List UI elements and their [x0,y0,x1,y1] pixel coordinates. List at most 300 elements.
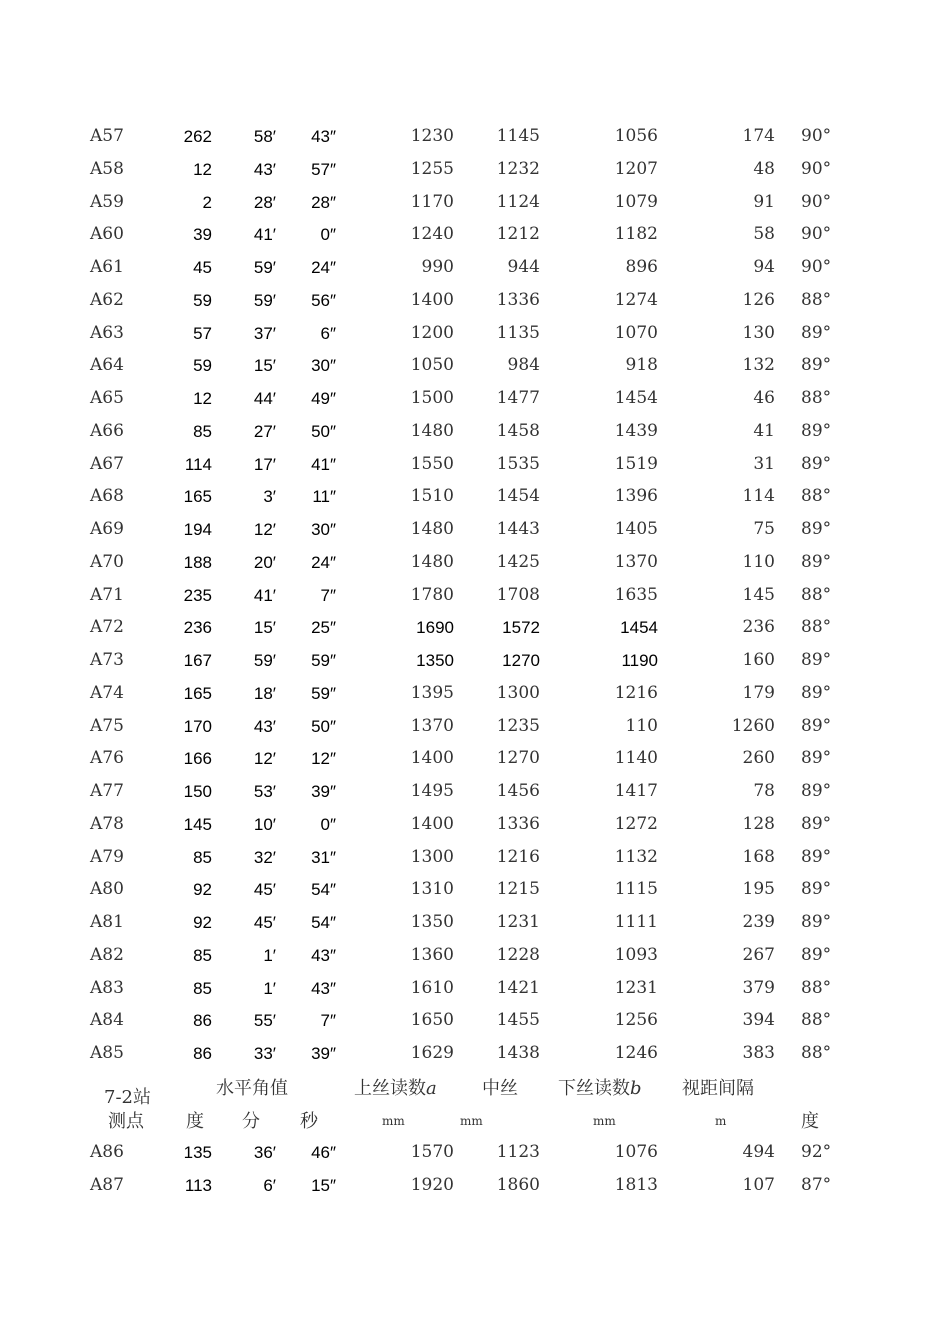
minute-cell: 59′ [253,258,276,277]
point-cell: A63 [90,322,124,343]
vertical-angle-cell: 89° [801,781,832,801]
vertical-angle-cell: 89° [801,846,832,867]
lower-reading-cell: 1454 [620,618,658,638]
vertical-angle-cell: 88° [801,977,832,998]
sight-distance-cell: 126 [742,289,775,310]
sight-distance-cell: 132 [742,355,775,376]
upper-reading-cell: 1255 [410,158,454,179]
point-cell: A83 [90,977,124,998]
lower-reading-cell: 1813 [614,1174,658,1195]
upper-reading-cell: 1370 [410,715,454,736]
middle-reading-cell: 1455 [496,1010,540,1031]
lower-reading-cell: 1093 [614,944,658,965]
point-header: 测点 [108,1111,144,1132]
point-cell: A78 [90,813,124,834]
point-cell: A84 [90,1010,124,1031]
lower-reading-cell: 1079 [614,191,658,212]
vertical-angle-cell: 88° [801,617,832,638]
point-cell: A81 [90,912,124,932]
upper-reading-cell: 1690 [416,618,454,638]
point-cell: A74 [90,682,124,703]
sight-distance-cell: 78 [753,781,775,801]
table-row [0,1136,950,1169]
table-row [0,808,950,841]
middle-reading-cell: 1135 [496,322,540,343]
point-cell: A85 [90,1043,124,1063]
lower-reading-cell: 1111 [614,912,658,932]
vertical-angle-cell: 90° [801,257,832,277]
sight-distance-cell: 75 [753,519,775,539]
upper-reading-cell: 1550 [410,453,454,474]
minute-cell: 55′ [253,1011,276,1031]
degree-cell: 12 [193,389,212,408]
point-cell: A79 [90,846,124,867]
upper-reading-cell: 1170 [410,191,454,212]
degree-cell: 86 [193,1011,212,1031]
lower-reading-cell: 1056 [614,126,658,146]
second-cell: 0″ [320,814,336,834]
upper-reading-cell: 1400 [410,813,454,834]
table-row [0,1169,950,1202]
sight-distance-cell: 91 [753,191,775,212]
lower-reading-cell: 1405 [614,519,658,539]
vertical-angle-cell: 89° [801,650,832,670]
degree-cell: 135 [183,1143,212,1162]
minute-cell: 1′ [263,945,276,965]
point-cell: A62 [90,289,124,310]
second-cell: 49″ [311,389,336,408]
upper-reading-cell: 1480 [410,420,454,441]
second-cell: 30″ [311,356,336,376]
upper-reading-cell: 990 [421,257,454,277]
minute-cell: 3′ [263,487,276,507]
degree-cell: 150 [183,782,212,801]
minute-cell: 20′ [253,552,276,572]
table-row [0,284,950,317]
upper-reading-header: 上丝读数a [354,1078,437,1099]
degree-cell: 85 [193,945,212,965]
point-cell: A80 [90,879,124,900]
minute-cell: 17′ [253,454,276,474]
vertical-angle-cell: 89° [801,322,832,343]
second-cell: 15″ [311,1175,336,1195]
second-cell: 46″ [311,1143,336,1162]
degree-cell: 85 [193,847,212,867]
degree-cell: 170 [183,716,212,736]
lower-reading-cell: 1140 [614,748,658,769]
upper-reading-cell: 1200 [410,322,454,343]
point-cell: A77 [90,781,124,801]
table-row [0,841,950,874]
table-row [0,611,950,644]
minute-cell: 33′ [253,1044,276,1063]
minute-cell: 43′ [253,716,276,736]
degree-cell: 92 [193,880,212,900]
second-cell: 54″ [311,913,336,932]
lower-reading-cell: 110 [625,715,658,736]
table-row [0,1037,950,1070]
middle-reading-cell: 984 [507,355,540,376]
table-row [0,742,950,775]
lower-reading-cell: 1370 [614,551,658,572]
second-cell: 7″ [320,585,336,605]
upper-reading-cell: 1350 [410,912,454,932]
table-row [0,546,950,579]
second-cell: 41″ [311,454,336,474]
degree-cell: 92 [193,913,212,932]
second-cell: 50″ [311,421,336,441]
upper-reading-cell: 1610 [410,977,454,998]
sight-distance-cell: 41 [753,420,775,441]
vertical-angle-cell: 89° [801,682,832,703]
sight-distance-cell: 179 [742,682,775,703]
upper-unit: mm [382,1114,405,1128]
minute-cell: 59′ [253,651,276,670]
sight-distance-cell: 110 [742,551,775,572]
table-row [0,480,950,513]
second-cell: 31″ [311,847,336,867]
second-cell: 11″ [312,487,336,507]
middle-reading-cell: 1421 [496,977,540,998]
table-row [0,448,950,481]
vertical-angle-cell: 89° [801,519,832,539]
second-cell: 57″ [311,159,336,179]
middle-reading-cell: 1124 [496,191,540,212]
upper-reading-variable: a [426,1078,437,1099]
upper-reading-cell: 1050 [410,355,454,376]
middle-reading-cell: 1232 [496,158,540,179]
vertical-angle-cell: 89° [801,551,832,572]
sight-distance-cell: 114 [742,486,775,507]
vertical-angle-cell: 90° [801,191,832,212]
table-row [0,153,950,186]
sight-distance-cell: 128 [742,813,775,834]
degree-cell: 59 [193,290,212,310]
second-cell: 50″ [311,716,336,736]
sight-distance-cell: 1260 [731,715,775,736]
lower-reading-cell: 1454 [614,388,658,408]
lower-reading-cell: 1216 [614,682,658,703]
lower-reading-header: 下丝读数b [558,1078,642,1099]
lower-reading-cell: 1231 [614,977,658,998]
upper-reading-cell: 1480 [410,551,454,572]
minute-cell: 1′ [263,978,276,998]
degree-cell: 2 [202,192,212,212]
second-cell: 7″ [320,1011,336,1031]
degree-cell: 113 [184,1175,212,1195]
degree-cell: 188 [183,552,212,572]
second-cell: 43″ [311,127,336,146]
middle-reading-cell: 1300 [496,682,540,703]
degree-cell: 85 [193,421,212,441]
vertical-angle-cell: 88° [801,289,832,310]
point-cell: A86 [90,1142,124,1162]
upper-reading-cell: 1480 [410,519,454,539]
table-row [0,677,950,710]
degree-cell: 59 [193,356,212,376]
table-row [0,317,950,350]
second-cell: 0″ [320,225,336,245]
middle-reading-cell: 1123 [496,1142,540,1162]
second-cell: 24″ [311,258,336,277]
vertical-angle-cell: 88° [801,486,832,507]
minute-cell: 45′ [253,913,276,932]
upper-reading-cell: 1360 [410,944,454,965]
table-row [0,939,950,972]
vertical-angle-cell: 89° [801,355,832,376]
sight-distance-cell: 168 [742,846,775,867]
middle-reading-cell: 1572 [502,618,540,638]
vertical-angle-cell: 89° [801,879,832,900]
table-row [0,349,950,382]
upper-reading-cell: 1495 [410,781,454,801]
upper-reading-cell: 1570 [410,1142,454,1162]
lower-reading-cell: 1417 [614,781,658,801]
lower-reading-cell: 1207 [614,158,658,179]
table-row [0,251,950,284]
lower-reading-cell: 1246 [614,1043,658,1063]
table-row [0,186,950,219]
point-cell: A57 [90,126,124,146]
table-row [0,415,950,448]
minute-cell: 58′ [253,127,276,146]
minute-cell: 45′ [253,880,276,900]
upper-reading-cell: 1400 [410,748,454,769]
middle-reading-cell: 1438 [496,1043,540,1063]
table-row [0,906,950,939]
lower-reading-cell: 1132 [614,846,658,867]
sight-distance-cell: 236 [742,617,775,638]
point-cell: A60 [90,224,124,245]
point-cell: A69 [90,519,124,539]
sight-distance-cell: 160 [742,650,775,670]
sight-distance-cell: 195 [742,879,775,900]
degree-cell: 235 [183,585,212,605]
second-cell: 39″ [311,782,336,801]
degree-cell: 165 [183,487,212,507]
sight-distance-cell: 174 [742,126,775,146]
point-cell: A67 [90,453,124,474]
table-row [0,218,950,251]
minute-cell: 27′ [253,421,276,441]
middle-reading-cell: 1215 [496,879,540,900]
lower-reading-cell: 918 [625,355,658,376]
point-cell: A68 [90,486,124,507]
second-cell: 59″ [311,683,336,703]
minute-cell: 37′ [253,323,276,343]
vertical-angle-cell: 88° [801,388,832,408]
table-row [0,513,950,546]
middle-reading-cell: 1145 [496,126,540,146]
lower-reading-cell: 1396 [614,486,658,507]
point-cell: A66 [90,420,124,441]
vertical-angle-cell: 90° [801,224,832,245]
point-cell: A64 [90,355,124,376]
degree-cell: 262 [183,127,212,146]
middle-reading-header: 中丝 [482,1078,518,1099]
middle-reading-cell: 1336 [496,289,540,310]
vertical-angle-cell: 89° [801,453,832,474]
lower-unit: mm [593,1114,616,1128]
degree-cell: 165 [183,683,212,703]
second-cell: 59″ [311,651,336,670]
second-cell: 30″ [311,520,336,539]
point-cell: A73 [90,650,124,670]
lower-reading-cell: 1519 [614,453,658,474]
degree-cell: 167 [183,651,212,670]
minute-cell: 12′ [253,749,276,769]
table-row [0,710,950,743]
second-cell: 56″ [311,290,336,310]
minute-cell: 59′ [253,290,276,310]
lower-reading-cell: 1070 [614,322,658,343]
sight-distance-cell: 394 [742,1010,775,1031]
minute-cell: 15′ [253,356,276,376]
sight-distance-cell: 379 [742,977,775,998]
vertical-angle-cell: 88° [801,1010,832,1031]
upper-reading-cell: 1500 [410,388,454,408]
point-cell: A58 [90,158,124,179]
vertical-angle-cell: 90° [801,158,832,179]
table-row [0,644,950,677]
table-row [0,1004,950,1037]
second-cell: 43″ [311,978,336,998]
degree-cell: 194 [183,520,212,539]
lower-reading-cell: 1115 [614,879,658,900]
lower-reading-cell: 1256 [614,1010,658,1031]
middle-reading-cell: 1216 [496,846,540,867]
lower-reading-cell: 1439 [614,420,658,441]
lower-reading-cell: 1076 [614,1142,658,1162]
station-label: 7-2站 [104,1087,151,1108]
upper-reading-cell: 1300 [410,846,454,867]
sight-distance-cell: 31 [753,453,775,474]
middle-reading-cell: 1458 [496,420,540,441]
second-cell: 25″ [311,618,336,638]
lower-reading-cell: 1635 [614,584,658,605]
middle-reading-cell: 1860 [496,1174,540,1195]
vertical-angle-cell: 89° [801,912,832,932]
point-cell: A76 [90,748,124,769]
point-cell: A71 [90,584,124,605]
upper-reading-cell: 1310 [410,879,454,900]
minute-cell: 36′ [253,1143,276,1162]
minute-cell: 41′ [253,225,276,245]
minute-cell: 53′ [253,782,276,801]
degree-cell: 39 [193,225,212,245]
middle-reading-cell: 1477 [496,388,540,408]
upper-reading-cell: 1920 [410,1174,454,1195]
middle-reading-cell: 1270 [502,651,540,670]
second-cell: 24″ [311,552,336,572]
vertical-angle-cell: 88° [801,584,832,605]
sight-distance-cell: 260 [742,748,775,769]
degree-cell: 57 [193,323,212,343]
middle-unit: mm [460,1114,483,1128]
degree-cell: 145 [183,814,212,834]
vertical-angle-cell: 89° [801,944,832,965]
upper-reading-cell: 1240 [410,224,454,245]
upper-reading-cell: 1230 [410,126,454,146]
second-cell: 6″ [320,323,336,343]
upper-reading-cell: 1780 [410,584,454,605]
second-cell: 43″ [311,945,336,965]
table-row [0,382,950,415]
middle-reading-cell: 1456 [496,781,540,801]
sight-distance-cell: 130 [742,322,775,343]
minute-cell: 44′ [253,389,276,408]
sight-distance-cell: 58 [753,224,775,245]
vertical-angle-cell: 89° [801,813,832,834]
lower-reading-cell: 1272 [614,813,658,834]
minute-cell: 15′ [253,618,276,638]
upper-reading-cell: 1629 [410,1043,454,1063]
minute-cell: 6′ [263,1175,276,1195]
vertical-angle-cell: 90° [801,126,832,146]
middle-reading-cell: 1535 [496,453,540,474]
sight-distance-cell: 145 [742,584,775,605]
vertical-angle-cell: 89° [801,420,832,441]
second-cell: 54″ [311,880,336,900]
lower-reading-cell: 896 [625,257,658,277]
table-row [0,873,950,906]
vertical-angle-cell: 89° [801,715,832,736]
upper-reading-cell: 1650 [410,1010,454,1031]
point-cell: A75 [90,715,124,736]
middle-reading-cell: 1228 [496,944,540,965]
horizontal-angle-header: 水平角值 [216,1078,288,1099]
point-cell: A61 [90,257,124,277]
middle-reading-cell: 1708 [496,584,540,605]
minute-header: 分 [242,1111,260,1132]
middle-reading-cell: 1231 [496,912,540,932]
degree-cell: 12 [193,159,212,179]
degree-cell: 166 [183,749,212,769]
middle-reading-cell: 1235 [496,715,540,736]
degree-cell: 86 [193,1044,212,1063]
sight-distance-cell: 267 [742,944,775,965]
minute-cell: 43′ [253,159,276,179]
degree-cell: 114 [184,454,212,474]
point-cell: A82 [90,944,124,965]
minute-cell: 32′ [253,847,276,867]
middle-reading-cell: 1454 [496,486,540,507]
vertical-angle-cell: 89° [801,748,832,769]
middle-reading-cell: 1443 [496,519,540,539]
minute-cell: 28′ [253,192,276,212]
lower-reading-cell: 1274 [614,289,658,310]
lower-reading-variable: b [630,1078,642,1099]
vertical-angle-cell: 87° [801,1174,832,1195]
point-cell: A59 [90,191,124,212]
middle-reading-cell: 1336 [496,813,540,834]
upper-reading-cell: 1510 [410,486,454,507]
lower-reading-cell: 1182 [614,224,658,245]
sight-distance-cell: 46 [753,388,775,408]
point-cell: A70 [90,551,124,572]
middle-reading-cell: 1212 [496,224,540,245]
second-header: 秒 [300,1111,318,1132]
degree-cell: 45 [193,258,212,277]
minute-cell: 18′ [253,683,276,703]
degree-header: 度 [186,1111,204,1132]
sight-distance-cell: 239 [742,912,775,932]
upper-reading-cell: 1350 [416,651,454,670]
degree-cell: 85 [193,978,212,998]
sight-distance-cell: 383 [742,1043,775,1063]
vertical-angle-header: 度 [801,1111,819,1132]
upper-reading-cell: 1400 [410,289,454,310]
